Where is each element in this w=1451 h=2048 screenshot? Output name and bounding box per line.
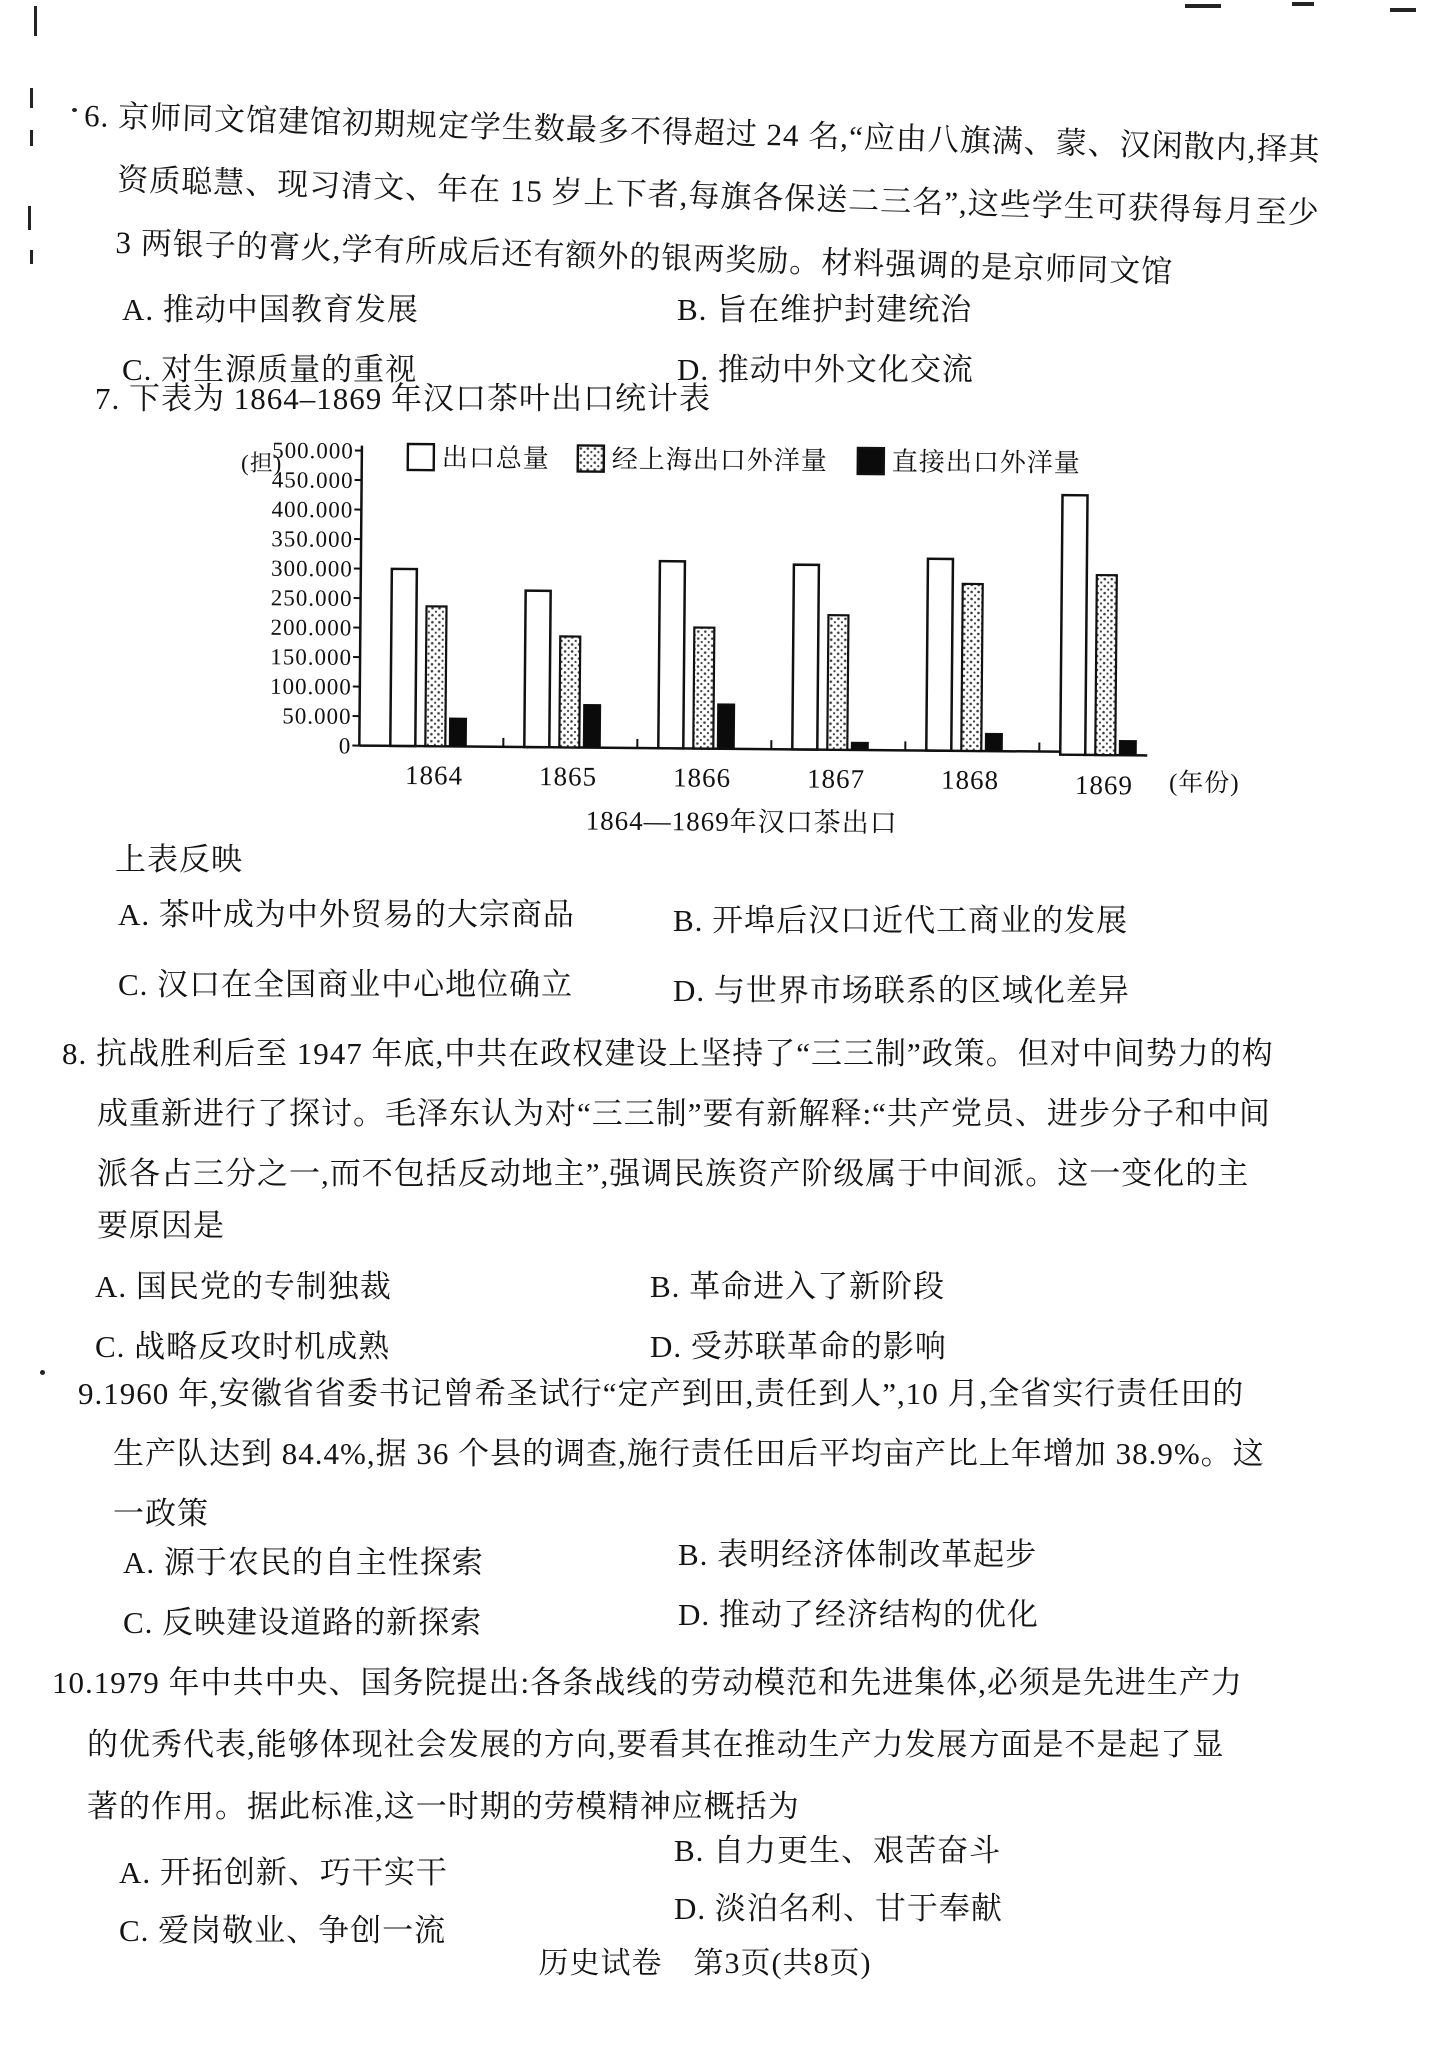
y-tick-label: 350.000	[271, 526, 354, 553]
question-7-option-C: C. 汉口在全国商业中心地位确立	[118, 967, 574, 1002]
question-7-option-A: A. 茶叶成为中外贸易的大宗商品	[118, 897, 575, 932]
scan-artifact	[1185, 4, 1221, 8]
legend-label: 出口总量	[441, 443, 550, 474]
question-8	[62, 1024, 1274, 1364]
question-10-option-A: A. 开拓创新、巧干实干	[119, 1855, 448, 1890]
bar-1867-series1	[792, 565, 819, 750]
question-9-stem-line: 生产队达到 84.4%,据 36 个县的调查,施行责任田后平均亩产比上年增加 38.9%。这	[113, 1436, 1265, 1471]
scan-artifact	[30, 250, 33, 264]
question-6-option-A: A. 推动中国教育发展	[122, 292, 419, 327]
page-footer: 历史试卷 第3页(共8页)	[538, 1947, 872, 1980]
question-7-stem-line: 7. 下表为 1864–1869 年汉口茶叶出口统计表	[95, 381, 711, 416]
scan-artifact	[30, 88, 33, 108]
legend-label: 直接出口外洋量	[891, 447, 1081, 478]
x-tick-label: 1867	[806, 763, 866, 794]
question-7-option-D: D. 与世界市场联系的区域化差异	[673, 973, 1130, 1008]
x-axis-unit-label: (年份)	[1168, 769, 1240, 798]
question-8-stem-line: 要原因是	[97, 1208, 225, 1243]
question-10	[52, 1652, 1243, 1948]
question-10-stem-line: 的优秀代表,能够体现社会发展的方向,要看其在推动生产力发展方面是不是起了显	[87, 1727, 1225, 1762]
tea-export-bar-chart-svg	[176, 436, 1299, 848]
question-6-option-C: C. 对生源质量的重视	[122, 352, 418, 387]
scan-artifact	[34, 6, 37, 36]
question-7-option-B: B. 开埠后汉口近代工商业的发展	[673, 903, 1129, 938]
question-10-option-D: D. 淡泊名利、甘于奉献	[674, 1891, 1003, 1926]
question-10-option-C: C. 爱岗敬业、争创一流	[119, 1913, 447, 1948]
bar-1866-series3	[717, 704, 734, 749]
y-tick-label: 500.000	[272, 437, 354, 464]
question-6	[85, 84, 1323, 387]
question-6-option-B: B. 旨在维护封建统治	[677, 292, 973, 327]
scan-artifact	[30, 130, 33, 146]
bar-1868-series2	[961, 584, 982, 751]
question-8-option-D: D. 受苏联革命的影响	[650, 1329, 947, 1364]
question-8-stem-line: 成重新进行了探讨。毛泽东认为对“三三制”要有新解释:“共产党员、进步分子和中间	[97, 1096, 1271, 1131]
bar-1864-series3	[449, 718, 466, 746]
legend-label: 经上海出口外洋量	[611, 444, 828, 476]
question-9	[78, 1364, 1265, 1640]
question-10-option-B: B. 自力更生、艰苦奋斗	[674, 1833, 1002, 1868]
question-6-option-D: D. 推动中外文化交流	[677, 352, 974, 387]
question-10-options	[52, 1833, 1243, 1948]
question-9-option-B: B. 表明经济体制改革起步	[678, 1537, 1038, 1572]
question-9-option-A: A. 源于农民的自主性探索	[123, 1545, 484, 1580]
bar-1867-series2	[827, 615, 848, 750]
bar-1864-series1	[390, 569, 417, 746]
question-10-stem-line: 10.1979 年中共中央、国务院提出:各条战线的劳动模范和先进集体,必须是先进生产力	[52, 1665, 1243, 1700]
question-7	[95, 367, 1300, 1008]
bar-1866-series1	[658, 561, 685, 748]
y-tick-label: 300.000	[270, 555, 353, 582]
question-6-stem-line: 资质聪慧、现习清文、年在 15 岁上下者,每旗各保送二三名”,这些学生可获得每月至少	[116, 161, 1321, 231]
bar-1864-series2	[425, 606, 446, 746]
scan-artifact	[40, 1370, 45, 1375]
question-8-option-A: A. 国民党的专制独裁	[95, 1269, 392, 1304]
bar-1866-series2	[693, 628, 714, 749]
y-axis-line	[359, 446, 362, 746]
bar-1869-series1	[1060, 495, 1087, 755]
question-9-options	[78, 1537, 1265, 1640]
x-tick-label: 1868	[940, 764, 1000, 796]
scan-artifact	[28, 206, 31, 230]
legend-swatch-white	[408, 444, 434, 470]
bar-1867-series3	[851, 742, 868, 750]
question-9-stem-line: 9.1960 年,安徽省省委书记曾希圣试行“定产到田,责任到人”,10 月,全省实行责任田的	[78, 1376, 1245, 1411]
question-6-stem-group	[80, 84, 1323, 307]
scan-artifact	[72, 108, 77, 112]
y-tick-label: 450.000	[271, 467, 354, 494]
x-tick-label: 1869	[1074, 769, 1134, 801]
x-tick-label: 1866	[672, 762, 732, 793]
y-axis-unit-label: (担)	[240, 450, 283, 476]
question-7-options	[95, 897, 1300, 1008]
question-8-option-C: C. 战略反攻时机成熟	[95, 1329, 391, 1364]
bar-1865-series1	[524, 591, 550, 748]
y-tick-label: 100.000	[269, 673, 352, 700]
y-tick-label: 0	[338, 733, 352, 759]
question-8-stem-line: 8. 抗战胜利后至 1947 年底,中共在政权建设上坚持了“三三制”政策。但对中间势力的构	[62, 1036, 1274, 1071]
question-7-lead-in: 上表反映	[115, 842, 243, 877]
question-9-stem-line: 一政策	[113, 1496, 209, 1531]
y-tick-label: 250.000	[270, 585, 353, 612]
bar-1865-series3	[583, 704, 600, 747]
question-8-stem-line: 派各占三分之一,而不包括反动地主”,强调民族资产阶级属于中间派。这一变化的主	[97, 1156, 1250, 1191]
scan-artifact	[1390, 8, 1416, 12]
bar-1868-series1	[926, 559, 953, 751]
question-6-stem-line: 3 两银子的膏火,学有所成后还有额外的银两奖励。材料强调的是京师同文馆	[115, 224, 1174, 290]
y-tick-label: 150.000	[270, 644, 353, 671]
legend-swatch-dotted	[578, 445, 604, 471]
bar-1869-series2	[1095, 575, 1117, 755]
question-9-option-D: D. 推动了经济结构的优化	[678, 1597, 1039, 1632]
bar-1868-series3	[985, 733, 1002, 751]
legend-swatch-black	[858, 448, 884, 474]
y-tick-label: 400.000	[271, 496, 354, 523]
x-tick-label: 1864	[404, 759, 464, 791]
bar-1865-series2	[559, 636, 580, 747]
question-8-option-B: B. 革命进入了新阶段	[650, 1269, 946, 1304]
bar-1869-series3	[1119, 740, 1136, 755]
y-tick-label: 200.000	[270, 614, 353, 641]
y-tick-label: 50.000	[282, 703, 352, 730]
question-9-option-C: C. 反映建设道路的新探索	[123, 1605, 483, 1640]
question-8-options	[62, 1270, 1274, 1364]
question-6-stem-line: 6. 京师同文馆建馆初期规定学生数最多不得超过 24 名,“应由八旗满、蒙、汉闲散内,择其	[83, 97, 1321, 168]
tea-export-chart	[176, 436, 1299, 848]
chart-caption: 1864—1869年汉口茶出口	[585, 805, 898, 839]
scan-artifact	[1292, 2, 1314, 6]
x-tick-label: 1865	[538, 761, 598, 792]
question-10-stem-line: 著的作用。据此标准,这一时期的劳模精神应概括为	[87, 1789, 800, 1824]
